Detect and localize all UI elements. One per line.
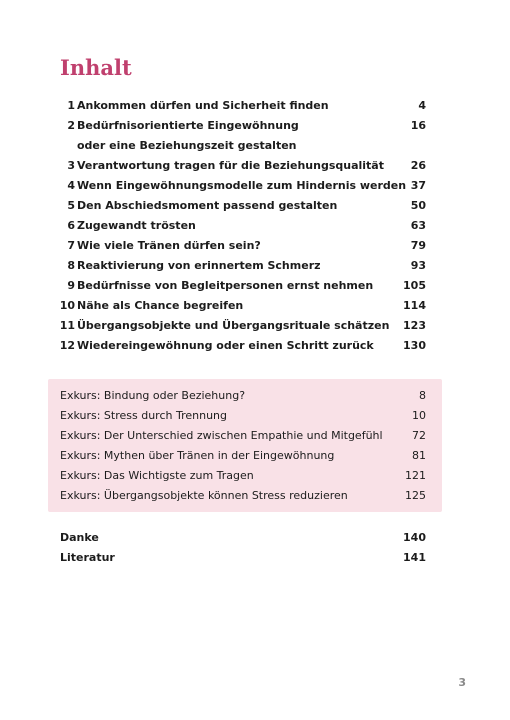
exkurs-entry[interactable] <box>60 386 426 406</box>
toc-entry[interactable] <box>60 196 426 216</box>
chapter-number: 4 <box>67 179 75 192</box>
chapter-number: 1 <box>67 99 75 112</box>
exkurs-title: Exkurs: Mythen über Tränen in der Eingewöhnung <box>60 449 335 462</box>
chapter-list <box>60 96 426 356</box>
toc-entry[interactable] <box>60 296 426 316</box>
exkurs-title: Exkurs: Bindung oder Beziehung? <box>60 389 246 402</box>
toc-entry[interactable] <box>60 256 426 276</box>
toc-entry[interactable] <box>60 316 426 336</box>
back-matter-list <box>60 528 426 568</box>
chapter-number: 5 <box>67 199 75 212</box>
chapter-number: 11 <box>59 319 75 332</box>
back-matter-page: 141 <box>403 551 426 564</box>
back-matter-title: Danke <box>60 531 99 544</box>
chapter-title: Den Abschiedsmoment passend gestalten <box>77 199 338 212</box>
chapter-page: 93 <box>410 259 426 272</box>
exkurs-page: 125 <box>405 489 426 502</box>
chapter-title: Bedürfnisorientierte Eingewöhnung oder eine Beziehungszeit gestalten <box>77 119 299 152</box>
toc-entry[interactable] <box>60 116 426 156</box>
chapter-number: 10 <box>59 299 75 312</box>
chapter-title: Wenn Eingewöhnungsmodelle zum Hindernis werden <box>77 179 407 192</box>
toc-entry[interactable] <box>60 336 426 356</box>
back-matter-entry[interactable] <box>60 548 426 568</box>
toc-entry[interactable] <box>60 156 426 176</box>
chapter-page: 26 <box>410 159 426 172</box>
exkurs-page: 121 <box>405 469 426 482</box>
exkurs-title: Exkurs: Das Wichtigste zum Tragen <box>60 469 254 482</box>
chapter-page: 16 <box>410 119 426 132</box>
chapter-title: Übergangsobjekte und Übergangsrituale schätzen <box>77 319 390 332</box>
toc-entry[interactable] <box>60 216 426 236</box>
chapter-page: 63 <box>410 219 426 232</box>
chapter-page: 37 <box>410 179 426 192</box>
chapter-number: 8 <box>67 259 75 272</box>
chapter-page: 130 <box>403 339 426 352</box>
chapter-number: 12 <box>59 339 75 352</box>
chapter-title: Verantwortung tragen für die Beziehungsqualität <box>77 159 384 172</box>
chapter-number: 9 <box>67 279 75 292</box>
chapter-title: Wiedereingewöhnung oder einen Schritt zurück <box>77 339 374 352</box>
chapter-page: 4 <box>418 99 426 112</box>
chapter-title: Nähe als Chance begreifen <box>77 299 244 312</box>
chapter-page: 123 <box>403 319 426 332</box>
exkurs-page: 81 <box>412 449 426 462</box>
back-matter-page: 140 <box>403 531 426 544</box>
back-matter-title: Literatur <box>60 551 115 564</box>
chapter-number: 6 <box>67 219 75 232</box>
exkurs-title: Exkurs: Der Unterschied zwischen Empathie und Mitgefühl <box>60 429 383 442</box>
chapter-title: Wie viele Tränen dürfen sein? <box>77 239 261 252</box>
page-title: Inhalt <box>60 55 132 80</box>
toc-entry[interactable] <box>60 236 426 256</box>
chapter-title: Reaktivierung von erinnertem Schmerz <box>77 259 321 272</box>
page-number: 3 <box>458 676 466 689</box>
chapter-number: 7 <box>67 239 75 252</box>
toc-entry[interactable] <box>60 276 426 296</box>
exkurs-entry[interactable] <box>60 426 426 446</box>
chapter-page: 105 <box>403 279 426 292</box>
chapter-page: 79 <box>410 239 426 252</box>
chapter-title: Ankommen dürfen und Sicherheit finden <box>77 99 329 112</box>
exkurs-entry[interactable] <box>60 446 426 466</box>
toc-entry[interactable] <box>60 176 426 196</box>
exkurs-entry[interactable] <box>60 466 426 486</box>
exkurs-entry[interactable] <box>60 406 426 426</box>
chapter-page: 114 <box>403 299 426 312</box>
toc-entry[interactable] <box>60 96 426 116</box>
exkurs-page: 8 <box>419 389 426 402</box>
exkurs-title: Exkurs: Stress durch Trennung <box>60 409 227 422</box>
chapter-number: 3 <box>67 159 75 172</box>
exkurs-page: 72 <box>412 429 426 442</box>
chapter-title: Bedürfnisse von Begleitpersonen ernst nehmen <box>77 279 374 292</box>
back-matter-entry[interactable] <box>60 528 426 548</box>
chapter-title: Zugewandt trösten <box>77 219 196 232</box>
exkurs-entry[interactable] <box>60 486 426 506</box>
chapter-number: 2 <box>67 119 75 132</box>
exkurs-title: Exkurs: Übergangsobjekte können Stress reduzieren <box>60 489 348 502</box>
exkurs-list <box>60 386 426 506</box>
chapter-page: 50 <box>410 199 426 212</box>
exkurs-page: 10 <box>412 409 426 422</box>
